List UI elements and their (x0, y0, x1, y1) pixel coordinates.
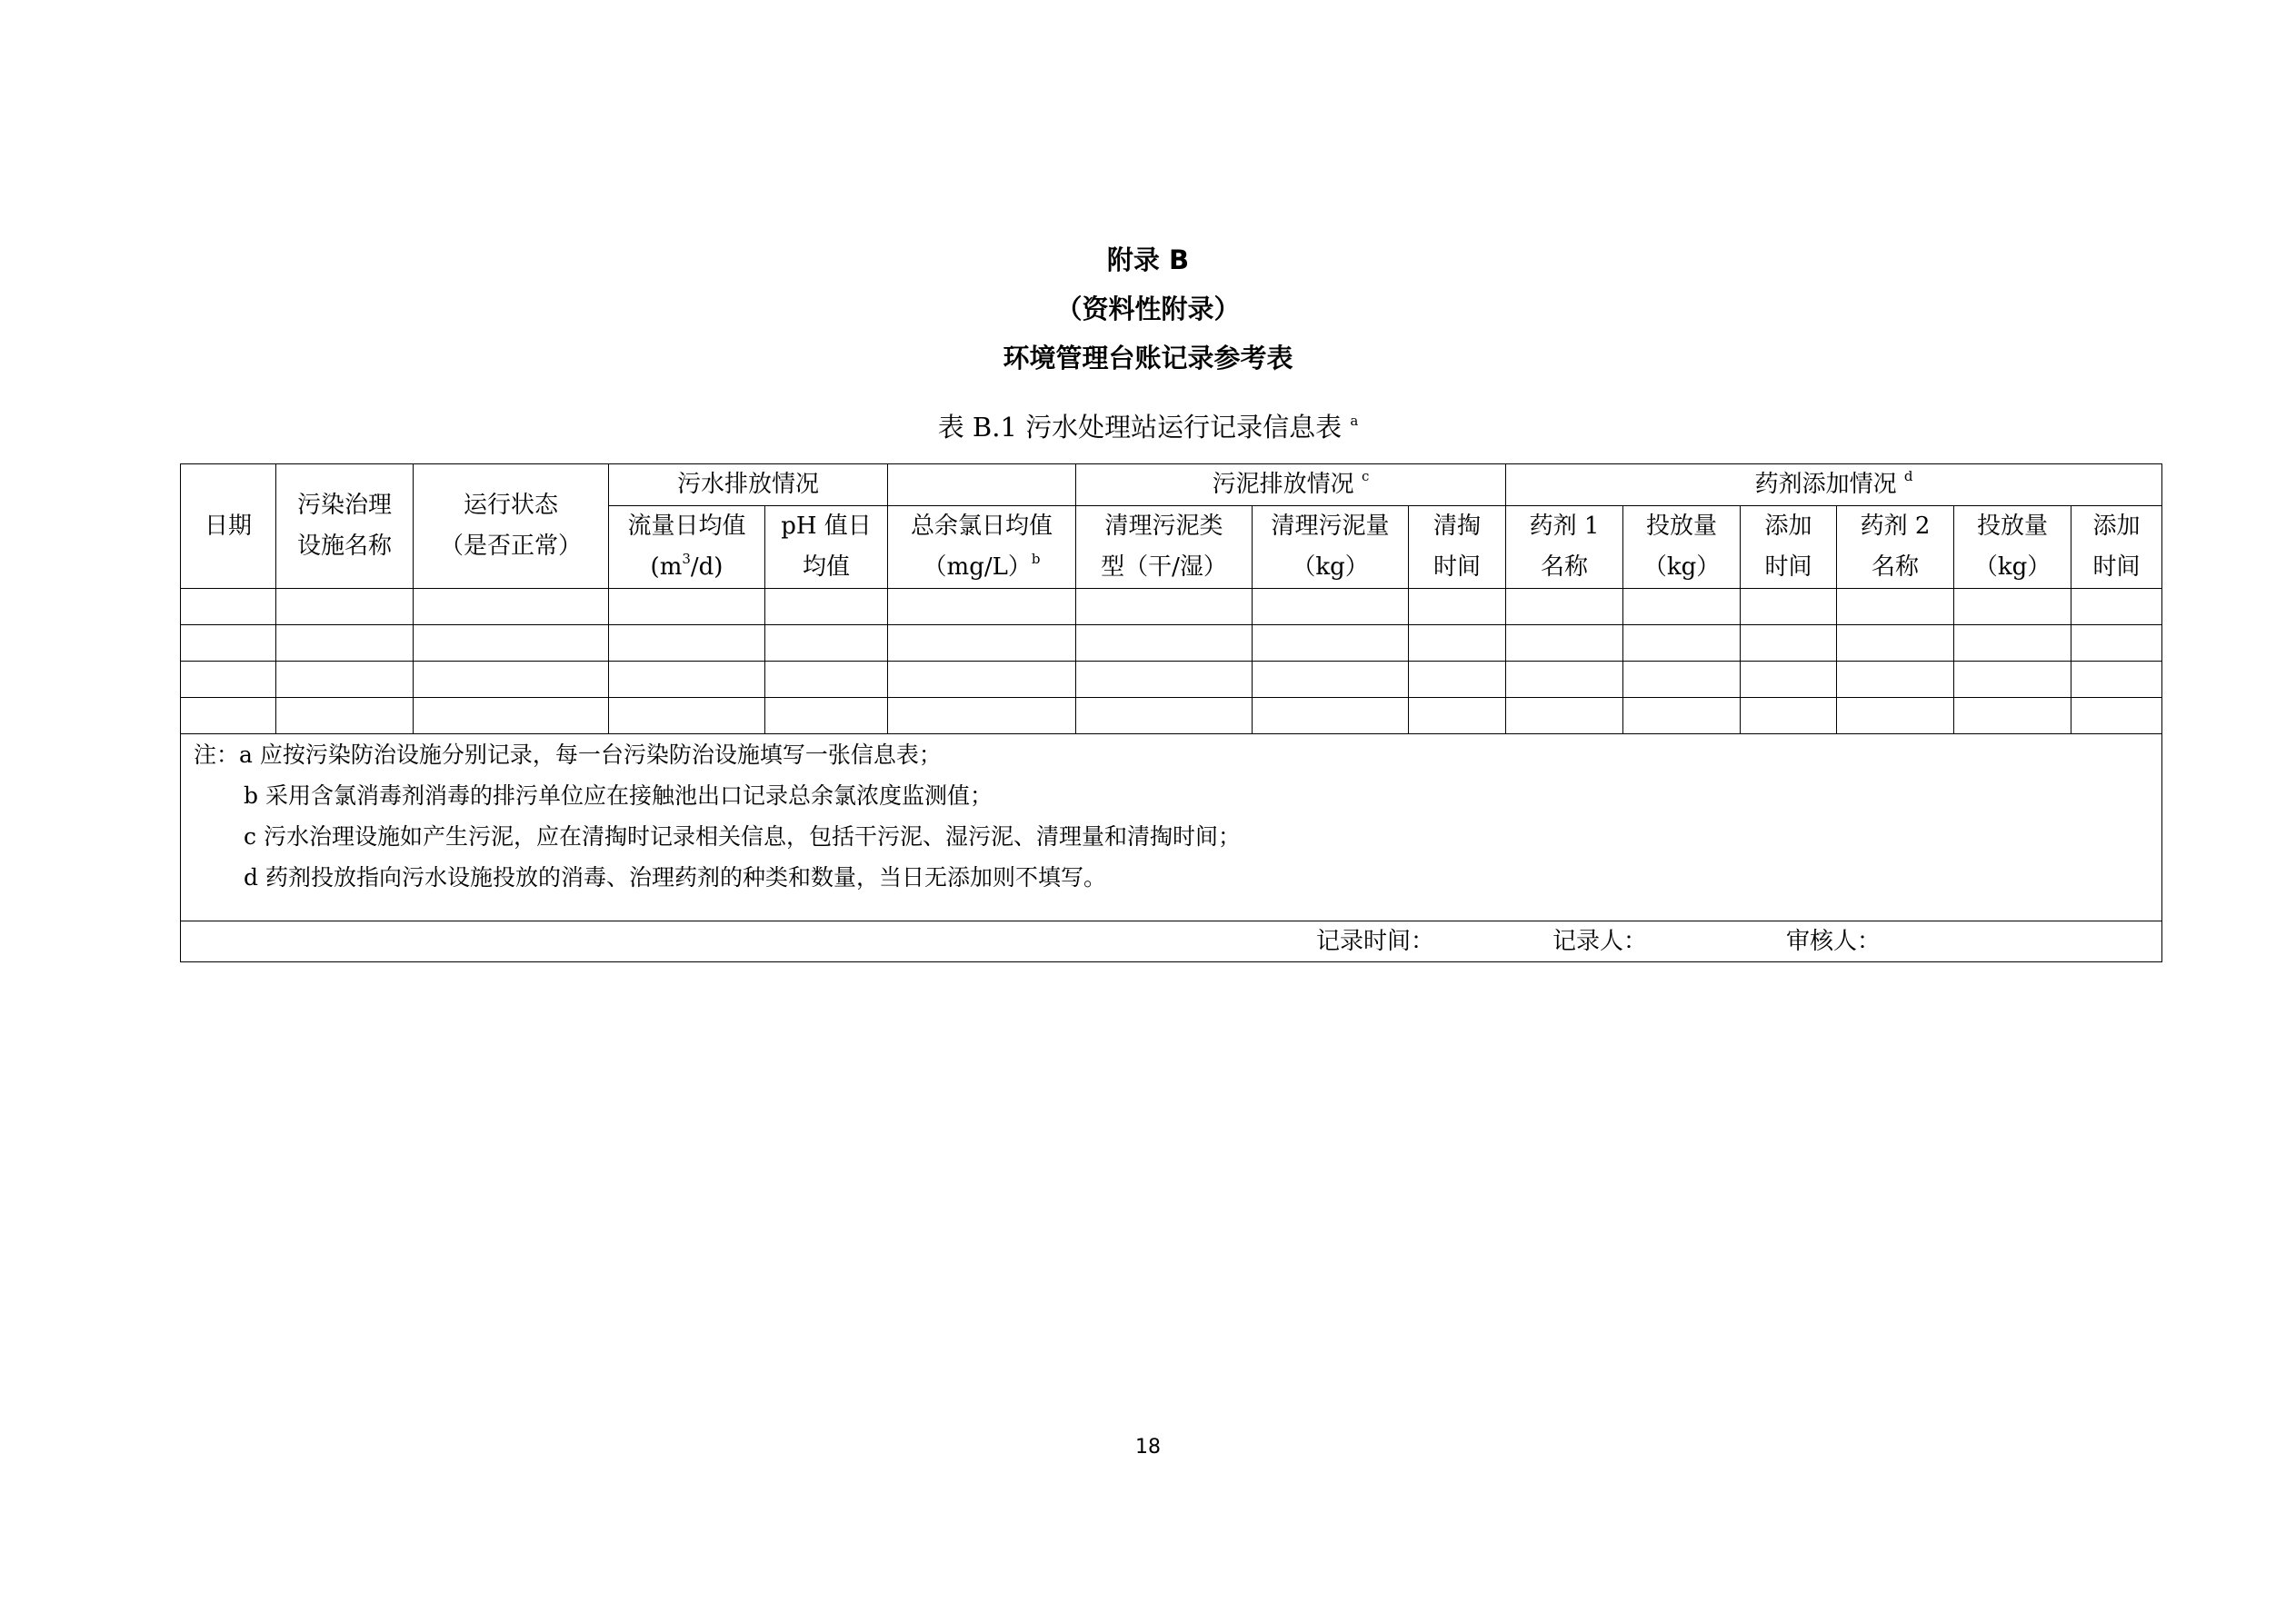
header-flow-line1: 流量日均值 (627, 513, 746, 540)
header-status-line1: 运行状态 (463, 492, 558, 519)
table-cell[interactable] (1076, 589, 1253, 625)
table-cell[interactable] (1741, 625, 1837, 662)
header-chlorine-line2 (888, 547, 1075, 588)
header-sludge-amount-line1: 清理污泥量 (1271, 513, 1390, 540)
header-agent2-dose (1954, 506, 2071, 589)
appendix-type: （资料性附录） (1055, 294, 1241, 324)
header-agent2-name-line2: 名称 (1872, 553, 1920, 581)
appendix-label: 附录 B (1106, 244, 1190, 275)
table-cell[interactable] (765, 698, 888, 734)
table-caption (0, 411, 2296, 443)
table-cell[interactable] (1623, 662, 1741, 698)
header-agent1-time (1741, 506, 1837, 589)
header-agent2-dose-line2: （kg） (1973, 553, 2051, 581)
header-sludge-footnote: c (1361, 468, 1370, 484)
note-c: c 污水治理设施如产生污泥，应在清掏时记录相关信息，包括干污泥、湿污泥、清理量和清掏时间； (244, 823, 1241, 850)
header-clean-time (1409, 506, 1506, 589)
header-flow-average (609, 506, 765, 589)
table-caption-footnote: a (1350, 413, 1359, 429)
table-row (181, 662, 2162, 698)
header-agent-footnote: d (1903, 468, 1913, 484)
table-cell[interactable] (1837, 589, 1954, 625)
table-cell[interactable] (888, 698, 1076, 734)
header-flow-unit-b: /d) (690, 553, 724, 581)
header-status-line2: （是否正常） (439, 533, 582, 560)
note-d: d 药剂投放指向污水设施投放的消毒、治理药剂的种类和数量，当日无添加则不填写。 (244, 864, 1106, 891)
header-agent2-time-line1: 添加 (2092, 513, 2141, 540)
table-cell[interactable] (181, 662, 276, 698)
header-facility-name (276, 464, 414, 589)
table-caption-text: 表 B.1 污水处理站运行记录信息表 (937, 412, 1343, 443)
table-cell[interactable] (1076, 662, 1253, 698)
table-cell[interactable] (1837, 662, 1954, 698)
header-sludge-text: 污泥排放情况 (1212, 471, 1354, 498)
header-chlorine-unit: （mg/L） (923, 553, 1032, 581)
signature-row (181, 921, 2162, 962)
table-cell[interactable] (414, 625, 609, 662)
table-cell[interactable] (888, 589, 1076, 625)
table-cell[interactable] (765, 589, 888, 625)
reviewer-label: 审核人： (1786, 928, 1882, 955)
note-b: b 采用含氯消毒剂消毒的排污单位应在接触池出口记录总余氯浓度监测值； (244, 782, 993, 809)
table-cell[interactable] (1741, 589, 1837, 625)
table-cell[interactable] (181, 589, 276, 625)
table-cell[interactable] (1623, 625, 1741, 662)
table-cell[interactable] (888, 625, 1076, 662)
table-cell[interactable] (1409, 698, 1506, 734)
table-cell[interactable] (2071, 698, 2162, 734)
note-a: 注：a 应按污染防治设施分别记录，每一台污染防治设施填写一张信息表； (194, 742, 942, 768)
table-cell[interactable] (414, 662, 609, 698)
table-cell[interactable] (1409, 662, 1506, 698)
table-cell[interactable] (1506, 625, 1623, 662)
table-cell[interactable] (1506, 698, 1623, 734)
table-cell[interactable] (1954, 589, 2071, 625)
header-agent1-dose (1623, 506, 1741, 589)
header-agent2-name-line1: 药剂 2 (1860, 513, 1931, 540)
table-cell[interactable] (1741, 698, 1837, 734)
table-row (181, 625, 2162, 662)
table-row (181, 589, 2162, 625)
header-clean-time-line1: 清掏 (1433, 513, 1482, 540)
document-title: 环境管理台账记录参考表 (1003, 343, 1293, 373)
header-blank (888, 464, 1076, 506)
header-agent2-time (2071, 506, 2162, 589)
table-cell[interactable] (888, 662, 1076, 698)
header-flow-line2 (609, 547, 764, 588)
table-cell[interactable] (276, 698, 414, 734)
header-agent1-name-line1: 药剂 1 (1529, 513, 1600, 540)
header-chlorine-line1: 总余氯日均值 (911, 513, 1053, 540)
header-facility-line2: 设施名称 (296, 533, 392, 560)
table-cell[interactable] (1741, 662, 1837, 698)
table-cell[interactable] (2071, 662, 2162, 698)
header-ph-line2: 均值 (803, 553, 851, 581)
header-sludge-discharge (1076, 464, 1506, 506)
table-cell[interactable] (765, 662, 888, 698)
table-cell[interactable] (276, 662, 414, 698)
table-cell[interactable] (276, 625, 414, 662)
notes-row (181, 734, 2162, 921)
header-clean-time-line2: 时间 (1433, 553, 1482, 581)
table-cell[interactable] (1076, 625, 1253, 662)
header-sludge-type-line1: 清理污泥类 (1104, 513, 1223, 540)
table-cell[interactable] (609, 625, 765, 662)
table-cell[interactable] (2071, 589, 2162, 625)
header-sludge-amount (1253, 506, 1409, 589)
header-residual-chlorine (888, 506, 1076, 589)
table-cell[interactable] (1837, 698, 1954, 734)
record-time-label: 记录时间： (1316, 928, 1435, 955)
table-cell[interactable] (609, 589, 765, 625)
table-cell[interactable] (1837, 625, 1954, 662)
header-agent1-time-line1: 添加 (1764, 513, 1812, 540)
header-flow-unit-sup: 3 (682, 551, 691, 567)
table-cell[interactable] (1623, 698, 1741, 734)
header-row-1 (181, 464, 2162, 506)
header-agent-text: 药剂添加情况 (1754, 471, 1897, 498)
table-cell[interactable] (1954, 698, 2071, 734)
table-cell[interactable] (181, 698, 276, 734)
table-cell[interactable] (1409, 589, 1506, 625)
header-agent2-time-line2: 时间 (2092, 553, 2141, 581)
header-agent1-name-line2: 名称 (1541, 553, 1589, 581)
header-agent1-dose-line2: （kg） (1642, 553, 1721, 581)
header-chlorine-footnote: b (1031, 551, 1041, 567)
table-cell[interactable] (609, 662, 765, 698)
table-cell[interactable] (1253, 662, 1409, 698)
header-flow-unit-a: (m (650, 553, 683, 581)
table-cell[interactable] (609, 698, 765, 734)
header-facility-line1: 污染治理 (296, 492, 392, 519)
table-cell[interactable] (1253, 589, 1409, 625)
table-cell[interactable] (1506, 662, 1623, 698)
table-row (181, 698, 2162, 734)
table-cell[interactable] (1623, 589, 1741, 625)
header-run-status (414, 464, 609, 589)
table-cell[interactable] (181, 625, 276, 662)
table-cell[interactable] (2071, 625, 2162, 662)
header-agent2-dose-line1: 投放量 (1977, 513, 2049, 540)
header-ph-line1: pH 值日 (781, 513, 872, 540)
table-cell[interactable] (1253, 698, 1409, 734)
header-sludge-type (1076, 506, 1253, 589)
table-cell[interactable] (1076, 698, 1253, 734)
table-cell[interactable] (414, 698, 609, 734)
table-cell[interactable] (765, 625, 888, 662)
table-cell[interactable] (1409, 625, 1506, 662)
header-date: 日期 (181, 464, 276, 589)
header-agent1-dose-line1: 投放量 (1646, 513, 1718, 540)
header-sludge-amount-line2: （kg） (1292, 553, 1369, 581)
table-cell[interactable] (276, 589, 414, 625)
page-number: 18 (1135, 1436, 1161, 1459)
header-agent1-time-line2: 时间 (1764, 553, 1812, 581)
header-agent-addition (1506, 464, 2162, 506)
header-agent2-name (1837, 506, 1954, 589)
table-cell[interactable] (1954, 625, 2071, 662)
signature-cell (181, 921, 2162, 962)
header-agent1-name (1506, 506, 1623, 589)
table-cell[interactable] (1954, 662, 2071, 698)
recorder-label: 记录人： (1552, 928, 1648, 955)
table-cell[interactable] (414, 589, 609, 625)
header-ph-average (765, 506, 888, 589)
header-sewage-discharge: 污水排放情况 (609, 464, 888, 506)
table-cell[interactable] (1506, 589, 1623, 625)
notes-cell (181, 734, 2162, 921)
header-sludge-type-line2: 型（干/湿） (1101, 553, 1227, 581)
operation-record-table (180, 463, 2162, 962)
table-cell[interactable] (1253, 625, 1409, 662)
